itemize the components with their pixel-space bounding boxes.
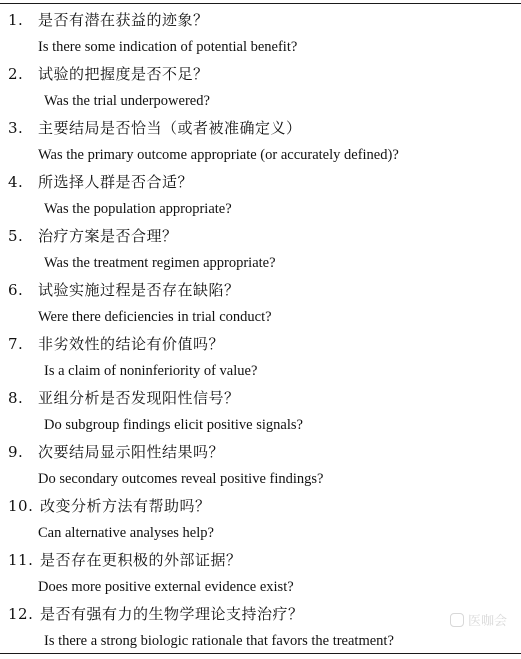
question-zh-3 bbox=[8, 115, 302, 142]
watermark bbox=[450, 610, 507, 629]
top-rule bbox=[0, 3, 521, 4]
question-en-5: Was the treatment regimen appropriate? bbox=[44, 255, 276, 271]
question-en-7: Is a claim of noninferiority of value? bbox=[44, 363, 258, 379]
question-item-1 bbox=[0, 7, 521, 61]
question-en-3: Was the primary outcome appropriate (or accurately defined)? bbox=[38, 147, 399, 163]
question-zh-9 bbox=[8, 439, 224, 466]
question-zh-2 bbox=[8, 61, 209, 88]
question-zh-10 bbox=[8, 493, 211, 520]
question-number-8: 8. bbox=[8, 389, 24, 407]
question-item-5 bbox=[0, 223, 521, 277]
question-en-9: Do secondary outcomes reveal positive findings? bbox=[38, 471, 324, 487]
question-number-6: 6. bbox=[8, 281, 24, 299]
question-zh-text-3: 主要结局是否恰当（或者被准确定义） bbox=[38, 119, 302, 137]
question-item-8 bbox=[0, 385, 521, 439]
question-zh-12 bbox=[8, 601, 304, 628]
question-number-4: 4. bbox=[8, 173, 24, 191]
bottom-rule bbox=[0, 653, 521, 654]
question-item-11 bbox=[0, 547, 521, 601]
question-number-5: 5. bbox=[8, 227, 24, 245]
question-number-1: 1. bbox=[8, 11, 24, 29]
question-number-2: 2. bbox=[8, 65, 24, 83]
question-zh-11 bbox=[8, 547, 242, 574]
watermark-text: 医咖会 bbox=[467, 614, 507, 629]
question-zh-text-10: 改变分析方法有帮助吗？ bbox=[40, 497, 211, 515]
question-zh-text-9: 次要结局显示阳性结果吗？ bbox=[38, 443, 225, 461]
question-zh-text-8: 亚组分析是否发现阳性信号？ bbox=[38, 389, 240, 407]
question-en-10: Can alternative analyses help? bbox=[38, 525, 214, 541]
question-zh-6 bbox=[8, 277, 240, 304]
question-zh-1 bbox=[8, 7, 209, 34]
question-zh-7 bbox=[8, 331, 224, 358]
question-zh-text-1: 是否有潜在获益的迹象？ bbox=[38, 11, 209, 29]
question-zh-5 bbox=[8, 223, 178, 250]
question-en-8: Do subgroup findings elicit positive signals? bbox=[44, 417, 303, 433]
question-number-12: 12. bbox=[8, 605, 34, 623]
question-en-6: Were there deficiencies in trial conduct? bbox=[38, 309, 272, 325]
question-zh-text-7: 非劣效性的结论有价值吗？ bbox=[38, 335, 225, 353]
question-en-2: Was the trial underpowered? bbox=[44, 93, 210, 109]
question-item-6 bbox=[0, 277, 521, 331]
question-zh-text-5: 治疗方案是否合理？ bbox=[38, 227, 178, 245]
question-item-7 bbox=[0, 331, 521, 385]
question-number-11: 11. bbox=[8, 551, 34, 569]
question-zh-text-11: 是否存在更积极的外部证据？ bbox=[40, 551, 242, 569]
question-item-3 bbox=[0, 115, 521, 169]
question-en-1: Is there some indication of potential benefit? bbox=[38, 39, 298, 55]
question-zh-4 bbox=[8, 169, 193, 196]
question-item-2 bbox=[0, 61, 521, 115]
question-number-10: 10. bbox=[8, 497, 34, 515]
question-zh-text-6: 试验实施过程是否存在缺陷？ bbox=[38, 281, 240, 299]
question-zh-text-4: 所选择人群是否合适？ bbox=[38, 173, 194, 191]
question-item-4 bbox=[0, 169, 521, 223]
question-zh-8 bbox=[8, 385, 240, 412]
question-number-3: 3. bbox=[8, 119, 24, 137]
question-number-7: 7. bbox=[8, 335, 24, 353]
question-en-12: Is there a strong biologic rationale that favors the treatment? bbox=[44, 633, 394, 649]
watermark-logo-icon bbox=[450, 613, 464, 627]
question-item-9 bbox=[0, 439, 521, 493]
question-zh-text-12: 是否有强有力的生物学理论支持治疗？ bbox=[40, 605, 304, 623]
question-number-9: 9. bbox=[8, 443, 24, 461]
question-en-11: Does more positive external evidence exist? bbox=[38, 579, 294, 595]
question-zh-text-2: 试验的把握度是否不足？ bbox=[38, 65, 209, 83]
question-item-10 bbox=[0, 493, 521, 547]
question-item-12 bbox=[0, 601, 521, 655]
question-en-4: Was the population appropriate? bbox=[44, 201, 232, 217]
